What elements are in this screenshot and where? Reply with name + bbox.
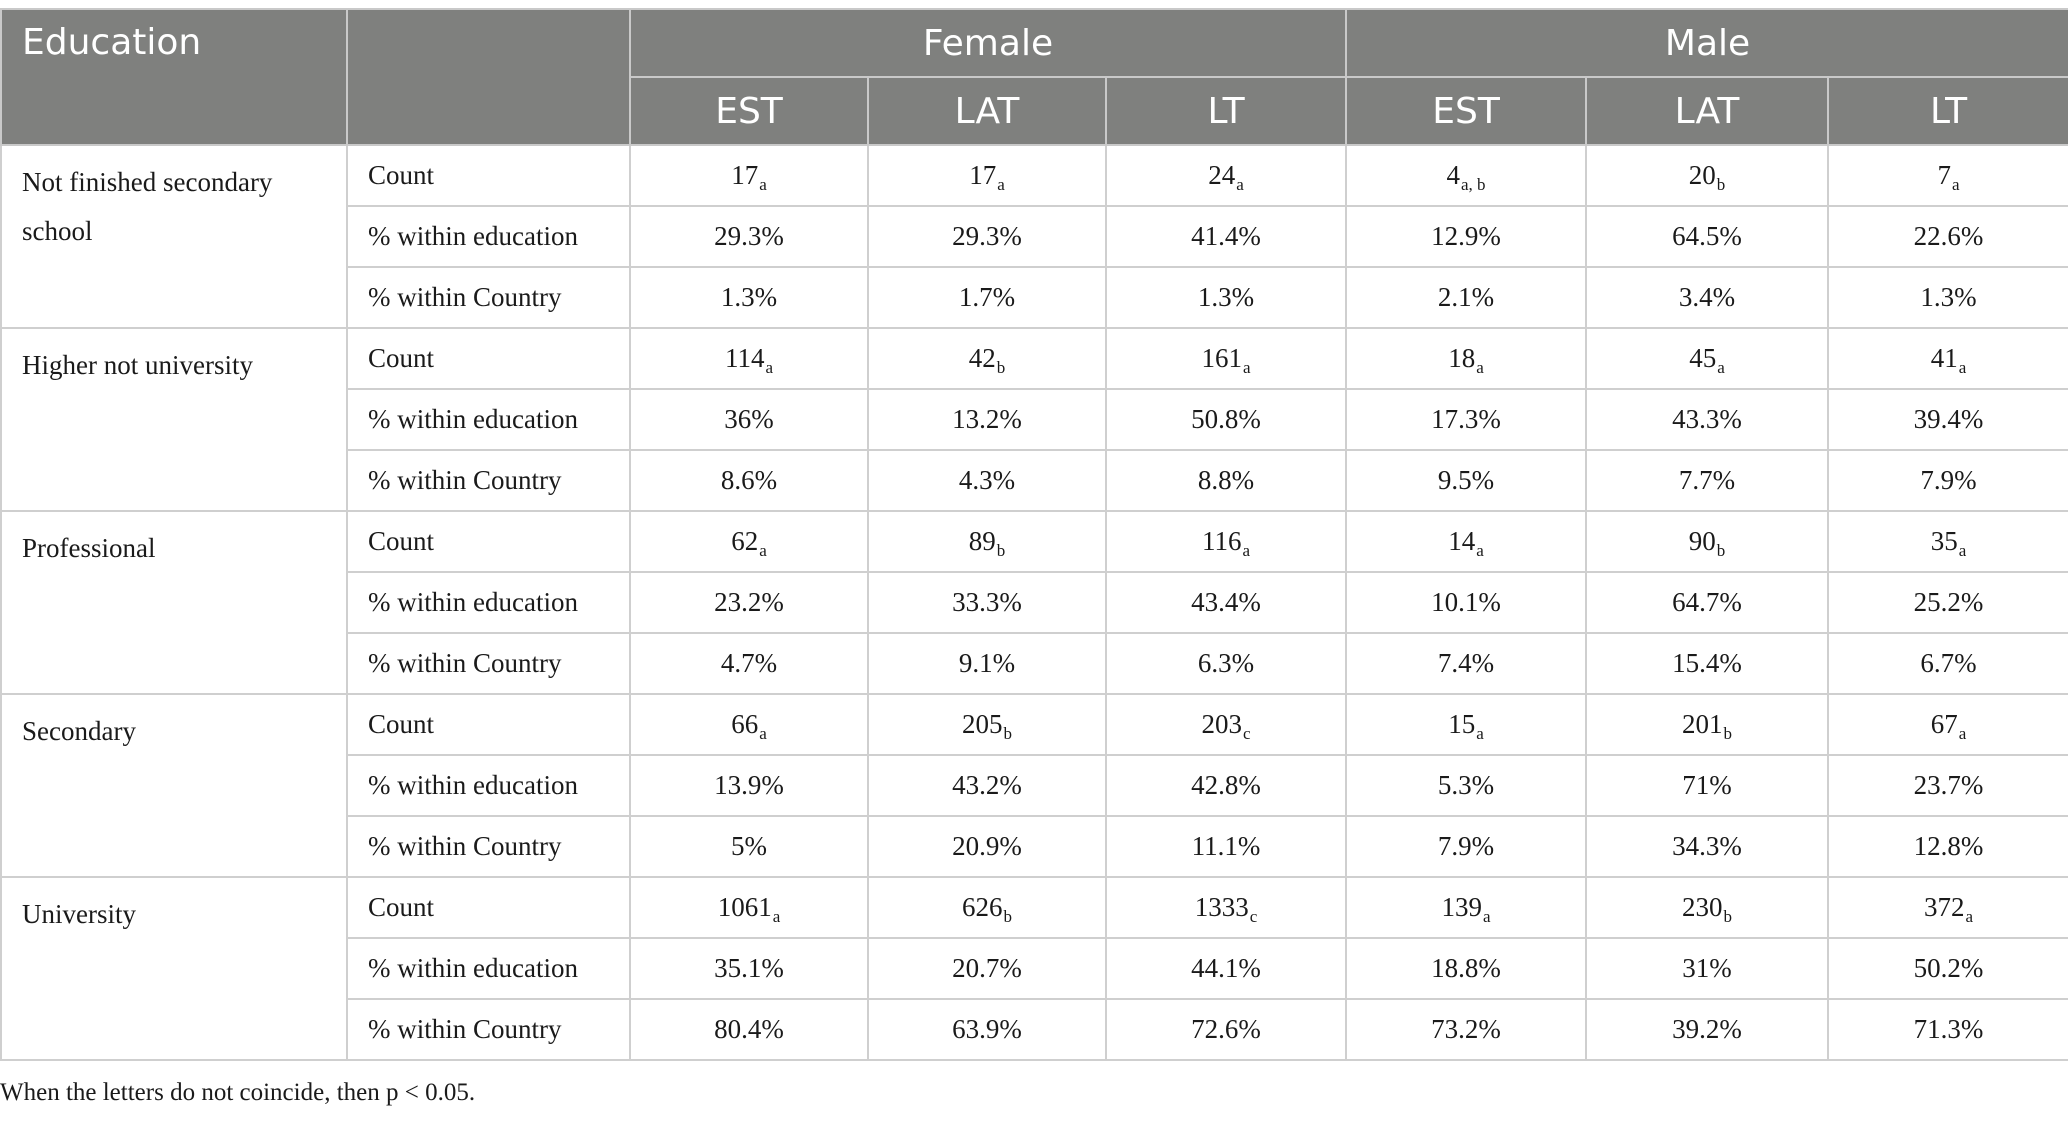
cell-value: 90 [1688,526,1716,556]
value-cell [1828,450,2068,511]
statistic-label-cell: % within Country [347,267,630,328]
table-body [1,145,2068,1060]
cell-value: 44.1% [1191,953,1261,983]
value-cell [868,694,1106,755]
value-cell [1828,206,2068,267]
cell-value: 35 [1930,526,1958,556]
value-cell [1828,755,2068,816]
male-lt-header: LT [1828,77,2068,145]
cell-value: 25.2% [1913,587,1984,617]
value-cell [1828,816,2068,877]
significance-subscript: a [997,175,1005,194]
value-cell [1828,267,2068,328]
cell-value: 205 [962,709,1003,739]
value-cell [1346,450,1586,511]
value-cell [630,572,868,633]
cell-value: 1.7% [958,282,1016,312]
value-cell [1828,877,2068,938]
value-cell [868,267,1106,328]
cell-value: 64.7% [1672,587,1742,617]
value-cell [630,999,868,1060]
value-cell [630,938,868,999]
value-cell [1346,145,1586,206]
value-cell [630,816,868,877]
cell-value: 10.1% [1431,587,1501,617]
statistic-label-cell: % within education [347,389,630,450]
education-level-cell: Not finished secondary school [1,145,347,328]
significance-subscript: b [1003,724,1012,743]
significance-subscript: a, b [1461,175,1486,194]
significance-subscript: a [759,724,767,743]
cell-value: 4.7% [720,648,778,678]
cell-value: 626 [962,892,1003,922]
value-cell [868,145,1106,206]
cell-value: 22.6% [1913,221,1984,251]
statistic-label-cell: % within Country [347,633,630,694]
value-cell [1346,877,1586,938]
significance-subscript: a [1952,175,1960,194]
cell-value: 33.3% [952,587,1022,617]
value-cell [630,694,868,755]
value-cell [1828,511,2068,572]
female-lat-header: LAT [868,77,1106,145]
cell-value: 39.4% [1913,404,1984,434]
significance-subscript: a [1242,541,1251,560]
statistic-label-cell: % within Country [347,450,630,511]
significance-subscript: b [1003,907,1012,926]
significance-subscript: b [996,541,1006,560]
cell-value: 31% [1682,953,1732,983]
cell-value: 17.3% [1431,404,1501,434]
cell-value: 45 [1689,343,1717,373]
value-cell [630,450,868,511]
table-footnote [0,1079,475,1107]
cell-value: 1.3% [1197,282,1255,312]
value-cell [1346,816,1586,877]
education-table [0,8,2068,1061]
cell-value: 114 [724,343,765,373]
cell-value: 62 [731,526,759,556]
cell-value: 43.3% [1672,404,1742,434]
cell-value: 20.7% [952,953,1022,983]
significance-subscript: a [1476,358,1484,377]
cell-value: 7.4% [1437,648,1495,678]
cell-value: 4.3% [958,465,1016,495]
cell-value: 71% [1682,770,1732,800]
cell-value: 43.2% [952,770,1022,800]
significance-subscript: a [1236,175,1244,194]
education-table-container [0,8,2068,1061]
significance-subscript: a [759,541,767,560]
significance-subscript: b [1716,175,1726,194]
cell-value: 8.8% [1197,465,1255,495]
value-cell [1586,450,1828,511]
value-cell [1346,206,1586,267]
cell-value: 15 [1448,709,1476,739]
cell-value: 6.3% [1197,648,1255,678]
statistic-label-cell: % within education [347,206,630,267]
table-row [1,328,2068,389]
male-est-header: EST [1346,77,1586,145]
statistic-label-cell: % within education [347,938,630,999]
value-cell [1586,328,1828,389]
value-cell [1828,999,2068,1060]
value-cell [1106,328,1346,389]
value-cell [1828,938,2068,999]
value-cell [630,145,868,206]
cell-value: 20.9% [952,831,1022,861]
value-cell [868,816,1106,877]
value-cell [1106,572,1346,633]
value-cell [1828,389,2068,450]
value-cell [1586,755,1828,816]
cell-value: 43.4% [1191,587,1261,617]
cell-value: 50.2% [1913,953,1984,983]
value-cell [1106,450,1346,511]
value-cell [630,755,868,816]
value-cell [1106,511,1346,572]
cell-value: 161 [1201,343,1242,373]
value-cell [1106,694,1346,755]
cell-value: 42 [968,343,996,373]
value-cell [1586,816,1828,877]
value-cell [630,206,868,267]
statistic-label-cell: % within Country [347,999,630,1060]
cell-value: 9.5% [1437,465,1495,495]
value-cell [1586,877,1828,938]
significance-subscript: a [1476,541,1484,560]
cell-value: 2.1% [1437,282,1495,312]
value-cell [1106,145,1346,206]
value-cell [868,755,1106,816]
significance-subscript: a [1958,724,1967,743]
cell-value: 66 [731,709,759,739]
cell-value: 203 [1201,709,1242,739]
significance-subscript: b [996,358,1006,377]
cell-value: 1.3% [1920,282,1977,312]
significance-subscript: a [1965,907,1974,926]
cell-value: 29.3% [714,221,784,251]
female-group-header: Female [630,9,1346,77]
education-level-cell: Higher not university [1,328,347,511]
value-cell [868,938,1106,999]
cell-value: 20 [1688,160,1716,190]
cell-value: 8.6% [720,465,778,495]
cell-value: 41 [1930,343,1958,373]
cell-value: 18 [1448,343,1476,373]
cell-value: 41.4% [1191,221,1261,251]
value-cell [1586,267,1828,328]
value-cell [868,572,1106,633]
value-cell [1586,511,1828,572]
value-cell [1828,145,2068,206]
female-est-header: EST [630,77,868,145]
cell-value: 7 [1937,160,1951,190]
cell-value: 29.3% [952,221,1022,251]
cell-value: 3.4% [1678,282,1736,312]
table-row [1,511,2068,572]
value-cell [1346,511,1586,572]
significance-subscript: b [1723,907,1733,926]
cell-value: 17 [969,160,997,190]
cell-value: 18.8% [1431,953,1501,983]
cell-value: 63.9% [952,1014,1022,1044]
value-cell [1106,999,1346,1060]
significance-subscript: a [759,175,767,194]
value-cell [1106,267,1346,328]
statistic-label-cell: % within Country [347,816,630,877]
significance-subscript: a [1958,358,1967,377]
significance-subscript: a [1717,358,1725,377]
cell-value: 14 [1448,526,1476,556]
cell-value: 139 [1441,892,1482,922]
value-cell [1346,755,1586,816]
table-header [1,9,2068,145]
male-group-header: Male [1346,9,2068,77]
value-cell [1586,694,1828,755]
education-level-cell: Secondary [1,694,347,877]
cell-value: 64.5% [1672,221,1742,251]
cell-value: 12.9% [1431,221,1501,251]
cell-value: 42.8% [1191,770,1261,800]
value-cell [868,511,1106,572]
value-cell [868,877,1106,938]
value-cell [1586,206,1828,267]
value-cell [630,633,868,694]
cell-value: 5% [731,831,767,861]
cell-value: 67 [1930,709,1958,739]
value-cell [868,328,1106,389]
cell-value: 23.7% [1913,770,1984,800]
cell-value: 23.2% [714,587,784,617]
value-cell [1346,938,1586,999]
value-cell [1586,145,1828,206]
cell-value: 50.8% [1191,404,1261,434]
cell-value: 4 [1446,160,1460,190]
female-lt-header: LT [1106,77,1346,145]
cell-value: 89 [968,526,996,556]
cell-value: 230 [1682,892,1723,922]
value-cell [868,389,1106,450]
value-cell [1346,633,1586,694]
value-cell [630,328,868,389]
value-cell [1586,572,1828,633]
cell-value: 13.2% [952,404,1022,434]
significance-subscript: a [772,907,781,926]
significance-subscript: a [1476,724,1484,743]
value-cell [1106,877,1346,938]
cell-value: 15.4% [1672,648,1742,678]
value-cell [1106,389,1346,450]
statistic-label-cell: Count [347,328,630,389]
cell-value: 36% [724,404,774,434]
cell-value: 35.1% [714,953,784,983]
value-cell [1586,938,1828,999]
table-row [1,877,2068,938]
cell-value: 73.2% [1431,1014,1501,1044]
cell-value: 7.9% [1437,831,1495,861]
table-row [1,145,2068,206]
cell-value: 34.3% [1672,831,1742,861]
value-cell [868,450,1106,511]
value-cell [1106,206,1346,267]
cell-value: 5.3% [1437,770,1495,800]
statistic-label-cell: Count [347,145,630,206]
value-cell [1106,755,1346,816]
value-cell [1346,389,1586,450]
statistic-label-cell: Count [347,877,630,938]
statistic-column-header [347,9,630,145]
value-cell [1346,999,1586,1060]
cell-value: 6.7% [1920,648,1977,678]
significance-subscript: c [1242,724,1251,743]
cell-value: 116 [1201,526,1242,556]
education-level-cell: Professional [1,511,347,694]
cell-value: 13.9% [714,770,784,800]
value-cell [868,633,1106,694]
value-cell [630,389,868,450]
value-cell [1106,938,1346,999]
cell-value: 1.3% [720,282,778,312]
value-cell [1106,816,1346,877]
significance-subscript: b [1716,541,1726,560]
significance-subscript: c [1249,907,1258,926]
value-cell [1828,572,2068,633]
value-cell [1828,328,2068,389]
value-cell [1586,633,1828,694]
statistic-label-cell: % within education [347,755,630,816]
cell-value: 12.8% [1913,831,1984,861]
cell-value: 17 [731,160,759,190]
value-cell [1828,633,2068,694]
value-cell [1346,694,1586,755]
cell-value: 7.9% [1920,465,1977,495]
significance-subscript: a [1483,907,1491,926]
education-level-cell: University [1,877,347,1060]
value-cell [630,877,868,938]
cell-value: 24 [1208,160,1236,190]
value-cell [630,267,868,328]
cell-value: 39.2% [1672,1014,1742,1044]
significance-subscript: a [765,358,774,377]
value-cell [1346,267,1586,328]
significance-subscript: a [1958,541,1967,560]
cell-value: 372 [1924,892,1965,922]
cell-value: 1061 [717,892,772,922]
footnote-text: When the letters do not coincide, then p < 0.05. [0,1079,476,1106]
cell-value: 9.1% [958,648,1016,678]
significance-subscript: a [1242,358,1251,377]
cell-value: 7.7% [1678,465,1736,495]
significance-subscript: b [1723,724,1733,743]
value-cell [1828,694,2068,755]
cell-value: 11.1% [1191,831,1261,861]
cell-value: 1333 [1194,892,1249,922]
statistic-label-cell: Count [347,694,630,755]
value-cell [630,511,868,572]
value-cell [1586,999,1828,1060]
statistic-label-cell: Count [347,511,630,572]
table-row [1,694,2068,755]
statistic-label-cell: % within education [347,572,630,633]
male-lat-header: LAT [1586,77,1828,145]
value-cell [1106,633,1346,694]
cell-value: 71.3% [1913,1014,1984,1044]
cell-value: 201 [1682,709,1723,739]
cell-value: 80.4% [714,1014,784,1044]
education-column-header: Education [1,9,347,145]
cell-value: 72.6% [1191,1014,1261,1044]
value-cell [1586,389,1828,450]
value-cell [868,206,1106,267]
value-cell [868,999,1106,1060]
value-cell [1346,572,1586,633]
value-cell [1346,328,1586,389]
